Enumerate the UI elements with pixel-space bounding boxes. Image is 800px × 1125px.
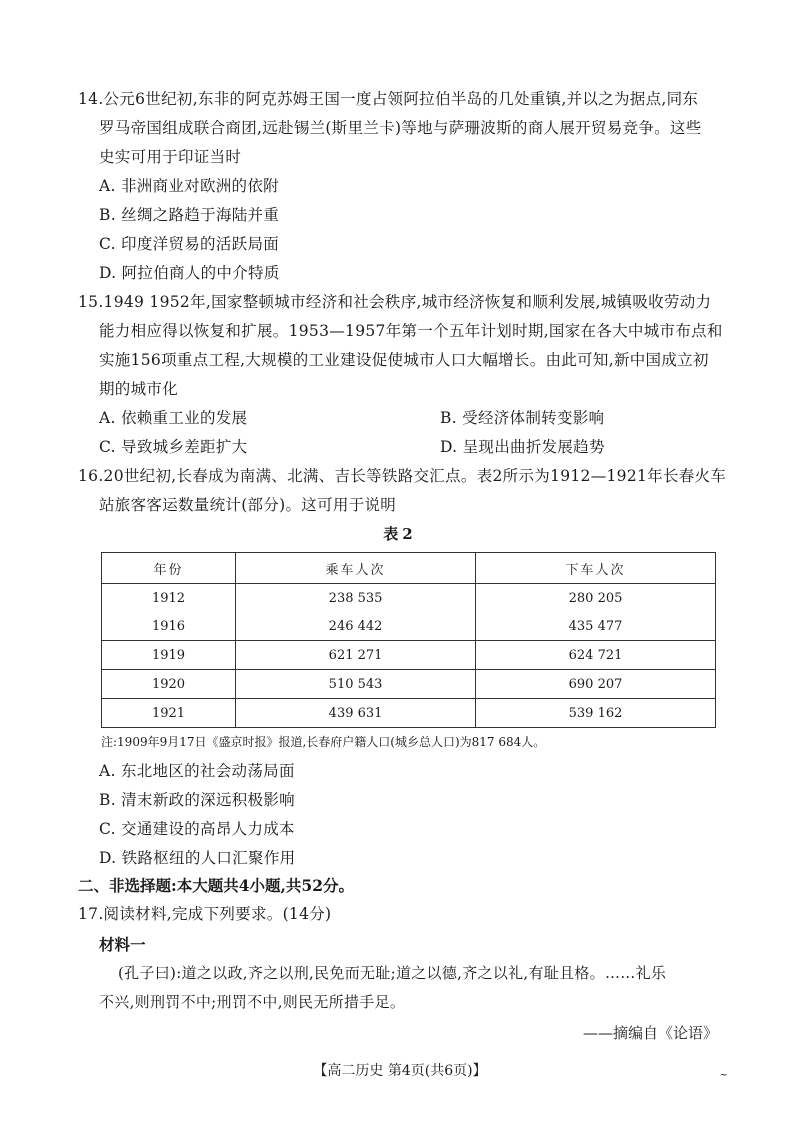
- material-label: 材料一: [99, 935, 146, 954]
- table-row: [102, 584, 716, 613]
- cell-alighting: 539 162: [476, 699, 716, 728]
- q17-title: 17.阅读材料,完成下列要求。(14分): [78, 905, 332, 923]
- table-row: [102, 699, 716, 728]
- cell-year: 1920: [102, 670, 236, 699]
- table-row: [102, 641, 716, 670]
- q16-option-a: A. 东北地区的社会动荡局面: [99, 762, 295, 780]
- q15-stem-line-1: 15.1949 1952年,国家整顿城市经济和社会秩序,城市经济恢复和顺利发展,城镇吸收劳动力: [78, 293, 712, 311]
- cell-alighting: 280 205: [476, 584, 716, 613]
- cell-year: 1921: [102, 699, 236, 728]
- table-note: 注:1909年9月17日《盛京时报》报道,长春府户籍人口(城乡总人口)为817 684人。: [101, 735, 546, 749]
- q14-option-c: C. 印度洋贸易的活跃局面: [99, 235, 280, 253]
- cell-alighting: 435 477: [476, 612, 716, 641]
- q15-option-c: C. 导致城乡差距扩大: [99, 438, 248, 456]
- cell-boarding: 238 535: [236, 584, 476, 613]
- q14-stem-line-1: 14.公元6世纪初,东非的阿克苏姆王国一度占领阿拉伯半岛的几处重镇,并以之为据点,同东: [78, 90, 699, 108]
- cell-alighting: 624 721: [476, 641, 716, 670]
- table-header-row: [102, 553, 716, 584]
- q15-option-a: A. 依赖重工业的发展: [99, 409, 248, 427]
- q15-stem-line-2: 能力相应得以恢复和扩展。1953—1957年第一个五年计划时期,国家在各大中城市布点和: [99, 322, 723, 340]
- material-line-1: (孔子曰):道之以政,齐之以刑,民免而无耻;道之以德,齐之以礼,有耻且格。……礼乐: [118, 964, 667, 982]
- q14-stem-line-2: 罗马帝国组成联合商团,远赴锡兰(斯里兰卡)等地与萨珊波斯的商人展开贸易竞争。这些: [99, 119, 702, 137]
- material-line-2: 不兴,则刑罚不中;刑罚不中,则民无所措手足。: [99, 993, 406, 1011]
- q16-stem-line-1: 16.20世纪初,长春成为南满、北满、吉长等铁路交汇点。表2所示为1912—1921年长春火车: [78, 467, 727, 485]
- table-row: [102, 670, 716, 699]
- cell-year: 1916: [102, 612, 236, 641]
- q15-option-b: B. 受经济体制转变影响: [440, 409, 605, 427]
- q16-stem-line-2: 站旅客客运数量统计(部分)。这可用于说明: [99, 496, 397, 514]
- q16-option-d: D. 铁路枢纽的人口汇聚作用: [99, 849, 296, 867]
- cell-year: 1919: [102, 641, 236, 670]
- q15-option-d: D. 呈现出曲折发展趋势: [440, 438, 605, 456]
- q14-option-b: B. 丝绸之路趋于海陆并重: [99, 206, 280, 224]
- q16-option-c: C. 交通建设的高昂人力成本: [99, 820, 295, 838]
- table-row: [102, 612, 716, 641]
- cell-boarding: 510 543: [236, 670, 476, 699]
- header-boarding: 乘车人次: [236, 553, 476, 584]
- passenger-table: [101, 552, 716, 728]
- cell-year: 1912: [102, 584, 236, 613]
- q14-option-d: D. 阿拉伯商人的中介特质: [99, 264, 280, 282]
- material-source: ——摘编自《论语》: [582, 1024, 718, 1042]
- cell-boarding: 621 271: [236, 641, 476, 670]
- page-footer: 【高二历史 第4页(共6页)】: [313, 1063, 487, 1079]
- q16-option-b: B. 清末新政的深远积极影响: [99, 791, 295, 809]
- cell-boarding: 439 631: [236, 699, 476, 728]
- cell-boarding: 246 442: [236, 612, 476, 641]
- table-caption: 表2: [383, 525, 417, 543]
- q14-option-a: A. 非洲商业对欧洲的依附: [99, 177, 279, 195]
- corner-mark: ~: [719, 1070, 728, 1081]
- header-alighting: 下车人次: [476, 553, 716, 584]
- section-heading: 二、非选择题:本大题共4小题,共52分。: [78, 876, 354, 895]
- q15-stem-line-3: 实施156项重点工程,大规模的工业建设促使城市人口大幅增长。由此可知,新中国成立初: [99, 351, 709, 369]
- q14-stem-line-3: 史实可用于印证当时: [99, 148, 242, 166]
- cell-alighting: 690 207: [476, 670, 716, 699]
- header-year: 年份: [102, 553, 236, 584]
- q15-stem-line-4: 期的城市化: [99, 380, 179, 398]
